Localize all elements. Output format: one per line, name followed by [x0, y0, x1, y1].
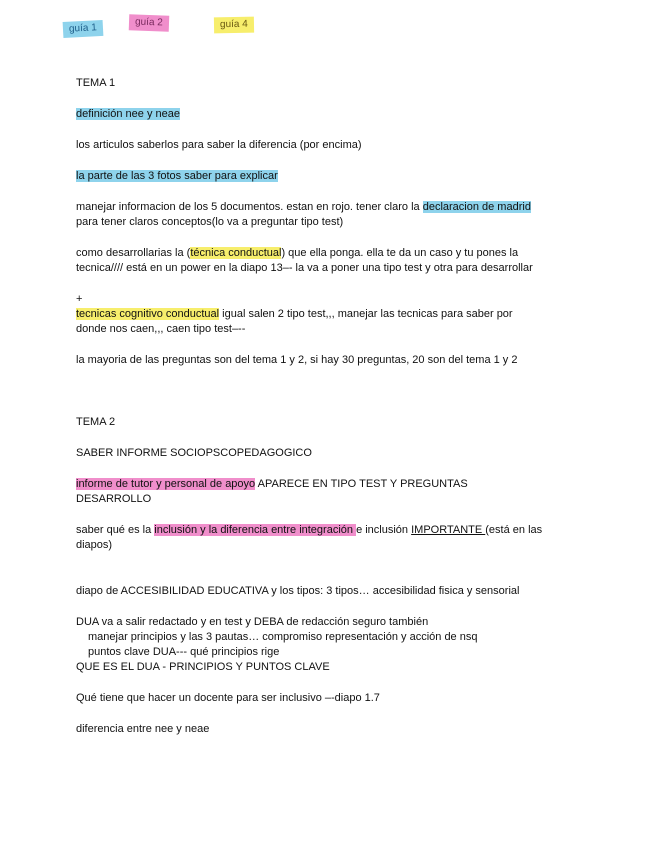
paragraph-tema2-heading: [76, 415, 581, 430]
text-segment: diferencia entre nee y neae: [76, 723, 210, 735]
text-line: [76, 492, 581, 507]
text-line: [76, 353, 581, 368]
text-line: [76, 107, 581, 122]
text-line: [76, 292, 581, 307]
text-segment: manejar principios y las 3 pautas… compromiso representación y acción de nsq: [88, 631, 478, 643]
color-legend: [0, 14, 655, 38]
text-line: [76, 169, 581, 184]
paragraph-tema1-heading: [76, 76, 581, 91]
text-segment: +: [76, 293, 83, 305]
paragraph-inclusion: [76, 523, 581, 553]
highlighted-text: declaracion de madrid: [422, 201, 531, 213]
text-segment: tecnica//// está en un power en la diapo 13–- la va a poner una tipo test y otra para desarrollar: [76, 262, 533, 274]
document-body: [76, 76, 581, 737]
text-segment: IMPORTANTE: [411, 524, 486, 536]
paragraph-accesibilidad: [76, 584, 581, 599]
paragraph-mayoria: [76, 353, 581, 368]
text-segment: Qué tiene que hacer un docente para ser inclusivo –-diapo 1.7: [76, 692, 380, 704]
text-line: [76, 246, 581, 261]
paragraph-articulos: [76, 138, 581, 153]
paragraph-docente: [76, 691, 581, 706]
text-line: [76, 261, 581, 276]
text-line: [76, 76, 581, 91]
text-line: [76, 722, 581, 737]
paragraph-documentos: [76, 200, 581, 230]
text-segment: diapo de ACCESIBILIDAD EDUCATIVA y los tipos: 3 tipos… accesibilidad fisica y sensorial: [76, 585, 520, 597]
paragraph-tutor: [76, 477, 581, 507]
text-segment: como desarrollarias la (: [76, 247, 191, 259]
text-line: [76, 523, 581, 538]
text-segment: QUE ES EL DUA - PRINCIPIOS Y PUNTOS CLAVE: [76, 661, 330, 673]
text-line: [76, 200, 581, 215]
paragraph-tecnica-conductual: [76, 246, 581, 276]
highlighted-text: técnica conductual: [190, 247, 282, 259]
text-line: [76, 138, 581, 153]
highlighted-text: inclusión y la diferencia entre integración: [154, 524, 357, 536]
text-segment: los articulos saberlos para saber la diferencia (por encima): [76, 139, 362, 151]
text-segment: diapos): [76, 539, 113, 551]
text-segment: e inclusión: [356, 524, 412, 536]
text-segment: puntos clave DUA--- qué principios rige: [88, 646, 280, 658]
highlighted-text: la parte de las 3 fotos saber para explicar: [76, 170, 278, 182]
text-line: [76, 645, 581, 660]
text-line: [76, 584, 581, 599]
text-segment: para tener claros conceptos(lo va a preguntar tipo test): [76, 216, 344, 228]
text-line: [76, 691, 581, 706]
text-segment: ) que ella ponga. ella te da un caso y tu pones la: [281, 247, 519, 259]
text-line: [76, 415, 581, 430]
highlighted-text: definición nee y neae: [76, 108, 180, 120]
paragraph-informe: [76, 446, 581, 461]
paragraph-definicion: [76, 107, 581, 122]
paragraph-tecnicas-cognitivo: [76, 292, 581, 337]
text-segment: TEMA 1: [76, 77, 116, 89]
text-segment: DESARROLLO: [76, 493, 152, 505]
legend-tag-guia-1: guía 1: [63, 20, 104, 38]
text-line: [76, 307, 581, 322]
text-line: [76, 477, 581, 492]
text-segment: APARECE EN TIPO TEST Y PREGUNTAS: [255, 478, 468, 490]
text-line: [76, 322, 581, 337]
text-segment: la mayoria de las preguntas son del tema 1 y 2, si hay 30 preguntas, 20 son del tema 1 y 2: [76, 354, 518, 366]
text-line: [76, 538, 581, 553]
text-segment: donde nos caen,,, caen tipo test–--: [76, 323, 246, 335]
text-line: [76, 446, 581, 461]
paragraph-diferencia: [76, 722, 581, 737]
text-segment: saber qué es la: [76, 524, 155, 536]
text-line: [76, 615, 581, 630]
paragraph-fotos: [76, 169, 581, 184]
highlighted-text: tecnicas cognitivo conductual: [76, 308, 220, 320]
text-segment: SABER INFORME SOCIOPSCOPEDAGOGICO: [76, 447, 312, 459]
legend-tag-guia-4: guía 4: [214, 17, 254, 34]
text-line: [76, 215, 581, 230]
text-line: [76, 630, 581, 645]
legend-tag-guia-2: guía 2: [129, 14, 169, 31]
text-segment: igual salen 2 tipo test,,, manejar las tecnicas para saber por: [219, 308, 513, 320]
highlighted-text: informe de tutor y personal de apoyo: [76, 478, 256, 490]
text-line: [76, 660, 581, 675]
text-segment: TEMA 2: [76, 416, 116, 428]
text-segment: manejar informacion de los 5 documentos. estan en rojo. tener claro la: [76, 201, 423, 213]
paragraph-dua: [76, 615, 581, 675]
text-segment: (está en las: [485, 524, 543, 536]
text-segment: DUA va a salir redactado y en test y DEBA de redacción seguro también: [76, 616, 429, 628]
